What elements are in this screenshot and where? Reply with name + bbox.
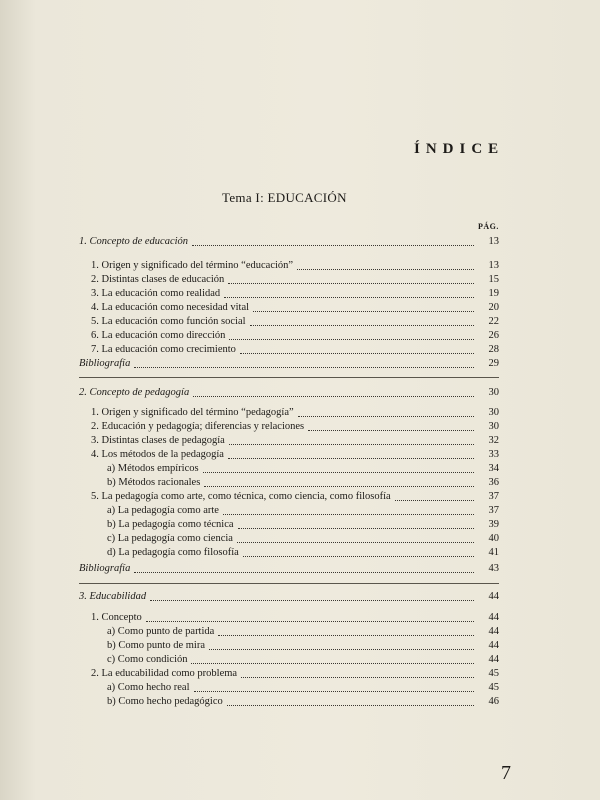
toc-page: 34 [488, 463, 499, 474]
toc-page: 22 [488, 316, 499, 327]
index-title: ÍNDICE [414, 141, 505, 157]
toc-item [91, 273, 499, 286]
toc-label: Bibliografía [79, 358, 131, 369]
toc-item [91, 287, 499, 300]
toc-page: 37 [488, 491, 499, 502]
toc-subitem [107, 546, 499, 559]
page-column-label: PÁG. [478, 222, 499, 231]
toc-label: Bibliografía [79, 563, 131, 574]
toc-label: 3. La educación como realidad [91, 288, 221, 299]
toc-label: 3. Distintas clases de pedagogía [91, 435, 225, 446]
toc-page: 26 [488, 330, 499, 341]
toc-page: 29 [488, 358, 499, 369]
section-divider [79, 377, 499, 378]
toc-item [91, 301, 499, 314]
toc-label: 4. La educación como necesidad vital [91, 302, 250, 313]
toc-page: 44 [488, 640, 499, 651]
toc-label: a) Métodos empíricos [107, 463, 199, 474]
toc-page: 46 [488, 696, 499, 707]
toc-subitem [107, 504, 499, 517]
toc-page: 44 [488, 626, 499, 637]
toc-page: 30 [488, 421, 499, 432]
toc-label: b) La pedagogía como técnica [107, 519, 234, 530]
toc-label: 2. Concepto de pedagogía [79, 387, 190, 398]
toc-item [91, 490, 499, 503]
toc-page: 40 [488, 533, 499, 544]
toc-label: 1. Concepto [91, 612, 142, 623]
toc-page: 15 [488, 274, 499, 285]
toc-item [91, 259, 499, 272]
toc-label: 6. La educación como dirección [91, 330, 226, 341]
toc-label: a) Como punto de partida [107, 626, 215, 637]
toc-page: 13 [488, 260, 499, 271]
toc-label: 1. Origen y significado del término “pedagogía” [91, 407, 294, 418]
toc-label: 5. La educación como función social [91, 316, 246, 327]
toc-subitem [107, 681, 499, 694]
toc-item [91, 448, 499, 461]
toc-item [91, 406, 499, 419]
toc-section-title [79, 386, 499, 399]
toc-page: 19 [488, 288, 499, 299]
toc-label: d) La pedagogía como filosofía [107, 547, 239, 558]
toc-page: 45 [488, 668, 499, 679]
toc-page: 32 [488, 435, 499, 446]
toc-subitem [107, 625, 499, 638]
toc-label: 1. Concepto de educación [79, 236, 189, 247]
toc-page: 36 [488, 477, 499, 488]
toc-label: c) La pedagogía como ciencia [107, 533, 233, 544]
toc-page: 37 [488, 505, 499, 516]
toc-label: 2. Educación y pedagogía; diferencias y relaciones [91, 421, 305, 432]
toc-section-title [79, 235, 499, 248]
toc-label: 2. Distintas clases de educación [91, 274, 225, 285]
toc-page: 33 [488, 449, 499, 460]
toc-page: 28 [488, 344, 499, 355]
toc-subitem [107, 462, 499, 475]
toc-label: a) La pedagogía como arte [107, 505, 219, 516]
toc-label: 7. La educación como crecimiento [91, 344, 236, 355]
chapter-subtitle: Tema I: EDUCACIÓN [222, 190, 347, 205]
toc-page: 30 [488, 407, 499, 418]
toc-page: 45 [488, 682, 499, 693]
toc-item [91, 329, 499, 342]
toc-label: a) Como hecho real [107, 682, 190, 693]
toc-page: 44 [488, 612, 499, 623]
toc-item [91, 420, 499, 433]
toc-subitem [107, 639, 499, 652]
toc-label: 5. La pedagogía como arte, como técnica, como ciencia, como filosofía [91, 491, 391, 502]
toc-page: 44 [488, 654, 499, 665]
toc-subitem [107, 518, 499, 531]
toc-subitem [107, 695, 499, 708]
toc-page: 43 [488, 563, 499, 574]
toc-item [91, 343, 499, 356]
page-number: 7 [501, 762, 511, 784]
toc-page: 13 [488, 236, 499, 247]
toc-label: 2. La educabilidad como problema [91, 668, 238, 679]
toc-page: 41 [488, 547, 499, 558]
toc-label: 3. Educabilidad [79, 591, 147, 602]
toc-item [91, 667, 499, 680]
toc-subitem [107, 532, 499, 545]
toc-label: c) Como condición [107, 654, 188, 665]
toc-bibliography [79, 562, 499, 575]
toc-item [91, 434, 499, 447]
toc-subitem [107, 653, 499, 666]
toc-item [91, 315, 499, 328]
toc-label: b) Métodos racionales [107, 477, 201, 488]
toc-bibliography [79, 357, 499, 370]
toc-subitem [107, 476, 499, 489]
toc-page: 44 [488, 591, 499, 602]
section-divider [79, 583, 499, 584]
toc-section-title [79, 590, 499, 603]
toc-page: 30 [488, 387, 499, 398]
toc-label: 1. Origen y significado del término “educación” [91, 260, 294, 271]
toc-label: 4. Los métodos de la pedagogía [91, 449, 224, 460]
toc-page: 39 [488, 519, 499, 530]
toc-item [91, 611, 499, 624]
toc-label: b) Como punto de mira [107, 640, 205, 651]
toc-page: 20 [488, 302, 499, 313]
toc-label: b) Como hecho pedagógico [107, 696, 223, 707]
